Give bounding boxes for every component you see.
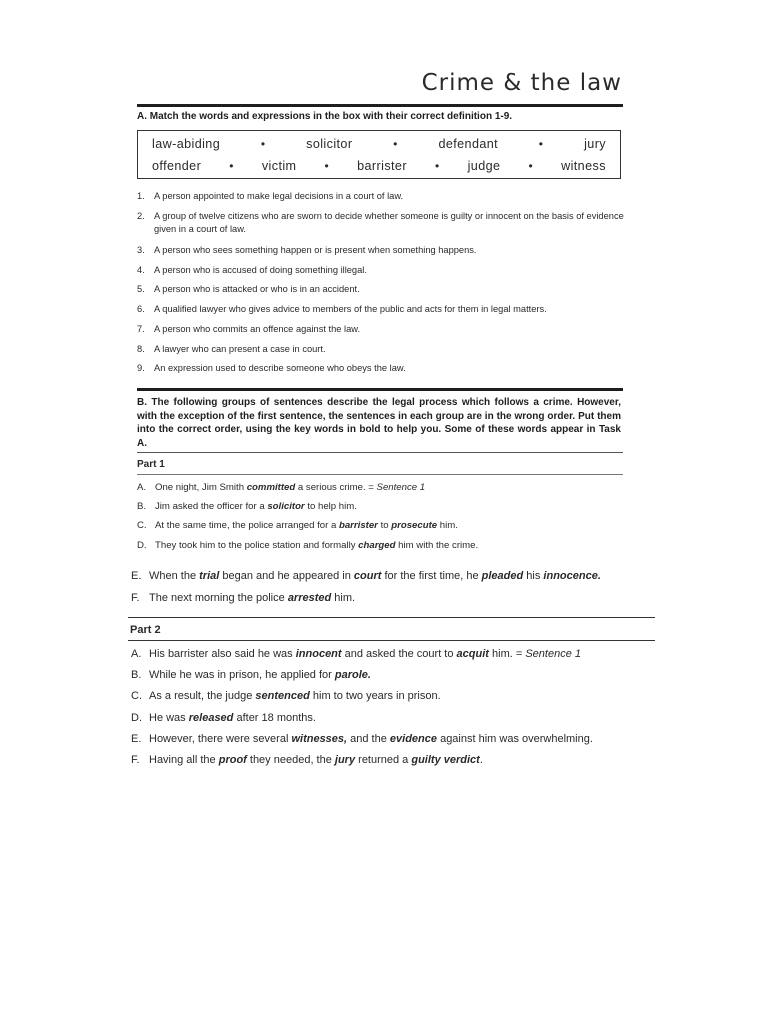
task-b-rule	[137, 388, 623, 391]
list-item	[137, 343, 627, 356]
list-item	[131, 712, 316, 724]
item-text: He was released after 18 months.	[149, 712, 316, 724]
word: law-abiding	[152, 137, 221, 151]
item-letter: E.	[131, 733, 142, 745]
item-number: 7.	[137, 324, 145, 334]
item-letter: C.	[137, 520, 147, 531]
item-text: They took him to the police station and formally charged him with the crime.	[155, 540, 479, 551]
item-letter: D.	[137, 540, 147, 551]
item-number: 1.	[137, 191, 145, 201]
word-box	[137, 130, 621, 179]
item-letter: B.	[137, 501, 147, 512]
part-1-label: Part 1	[137, 459, 165, 470]
part-2-top-rule	[128, 617, 655, 618]
item-number: 8.	[137, 344, 145, 354]
list-item	[137, 190, 627, 203]
list-item	[131, 592, 355, 604]
item-text: Having all the proof they needed, the jury returned a guilty verdict.	[149, 754, 483, 766]
item-letter: A.	[131, 648, 142, 660]
item-number: 2.	[137, 211, 145, 221]
item-text: Jim asked the officer for a solicitor to help him.	[155, 501, 357, 512]
item-number: 9.	[137, 363, 145, 373]
word: witness	[561, 159, 606, 173]
item-text: A group of twelve citizens who are sworn to decide whether someone is guilty or innocent on the basis of evidence given in a court of law.	[154, 211, 624, 234]
bullet-icon: •	[434, 159, 440, 173]
item-text: A person appointed to make legal decisions in a court of law.	[154, 191, 404, 201]
item-number: 6.	[137, 304, 145, 314]
list-item	[137, 520, 458, 531]
list-item	[137, 362, 627, 375]
item-text: While he was in prison, he applied for parole.	[149, 669, 371, 681]
item-number: 3.	[137, 245, 145, 255]
item-number: 5.	[137, 284, 145, 294]
part-2-label: Part 2	[130, 624, 161, 636]
item-text: A qualified lawyer who gives advice to members of the public and acts for them in legal matters.	[154, 304, 547, 314]
list-item	[131, 690, 441, 702]
word: solicitor	[306, 137, 353, 151]
word: barrister	[357, 159, 407, 173]
list-item	[131, 648, 581, 660]
title-rule	[137, 104, 623, 107]
item-text: A person who sees something happen or is present when something happens.	[154, 245, 477, 255]
bullet-icon: •	[538, 137, 544, 151]
item-letter: F.	[131, 754, 140, 766]
list-item	[137, 244, 627, 257]
item-text: When the trial began and he appeared in court for the first time, he pleaded his innocence.	[149, 570, 601, 582]
bullet-icon: •	[260, 137, 266, 151]
item-text: The next morning the police arrested him.	[149, 592, 356, 604]
word: jury	[584, 137, 606, 151]
item-text: A person who commits an offence against the law.	[154, 324, 361, 334]
task-a-instruction: A. Match the words and expressions in the box with their correct definition 1-9.	[137, 111, 513, 122]
word: defendant	[438, 137, 499, 151]
item-text: A person who is accused of doing something illegal.	[154, 265, 367, 275]
part-2-bottom-rule	[128, 640, 655, 641]
item-text: His barrister also said he was innocent and asked the court to acquit him. = Sentence 1	[149, 648, 581, 660]
task-b-instruction: B. The following groups of sentences describe the legal process which follows a crime. However, with the exception of the first sentence, the sentences in each group are in the wrong order. Put them into the correct order, using the key words in bold to help you. Some of these words appear in Task A.	[137, 397, 621, 449]
list-item	[131, 570, 601, 582]
bullet-icon: •	[528, 159, 534, 173]
list-item	[137, 501, 357, 512]
list-item	[137, 303, 627, 316]
word-box-row-2	[152, 159, 606, 173]
list-item	[137, 540, 478, 551]
item-letter: E.	[131, 570, 142, 582]
item-letter: D.	[131, 712, 142, 724]
bullet-icon: •	[324, 159, 330, 173]
item-number: 4.	[137, 265, 145, 275]
item-text: As a result, the judge sentenced him to two years in prison.	[149, 690, 441, 702]
item-letter: A.	[137, 482, 147, 493]
list-item	[137, 283, 627, 296]
list-item	[137, 482, 425, 493]
list-item	[131, 669, 371, 681]
item-text: At the same time, the police arranged for a barrister to prosecute him.	[155, 520, 458, 531]
part-1-top-rule	[137, 452, 623, 453]
bullet-icon: •	[393, 137, 398, 151]
word: victim	[261, 159, 297, 173]
item-text: A person who is attacked or who is in an accident.	[154, 284, 360, 294]
word: offender	[152, 159, 202, 173]
item-letter: F.	[131, 592, 140, 604]
word-box-row-1	[152, 137, 606, 151]
item-letter: B.	[131, 669, 142, 681]
list-item	[131, 733, 593, 745]
bullet-icon: •	[229, 159, 234, 173]
item-text: One night, Jim Smith committed a serious crime. = Sentence 1	[155, 482, 426, 493]
item-text: An expression used to describe someone who obeys the law.	[154, 363, 406, 373]
part-1-bottom-rule	[137, 474, 623, 475]
list-item	[137, 210, 627, 236]
list-item	[131, 754, 483, 766]
item-letter: C.	[131, 690, 142, 702]
list-item	[137, 323, 627, 336]
item-text: A lawyer who can present a case in court.	[154, 344, 326, 354]
item-text: However, there were several witnesses, and the evidence against him was overwhelming.	[149, 733, 593, 745]
word: judge	[467, 159, 501, 173]
list-item	[137, 264, 627, 277]
page-title: Crime & the law	[421, 70, 622, 96]
